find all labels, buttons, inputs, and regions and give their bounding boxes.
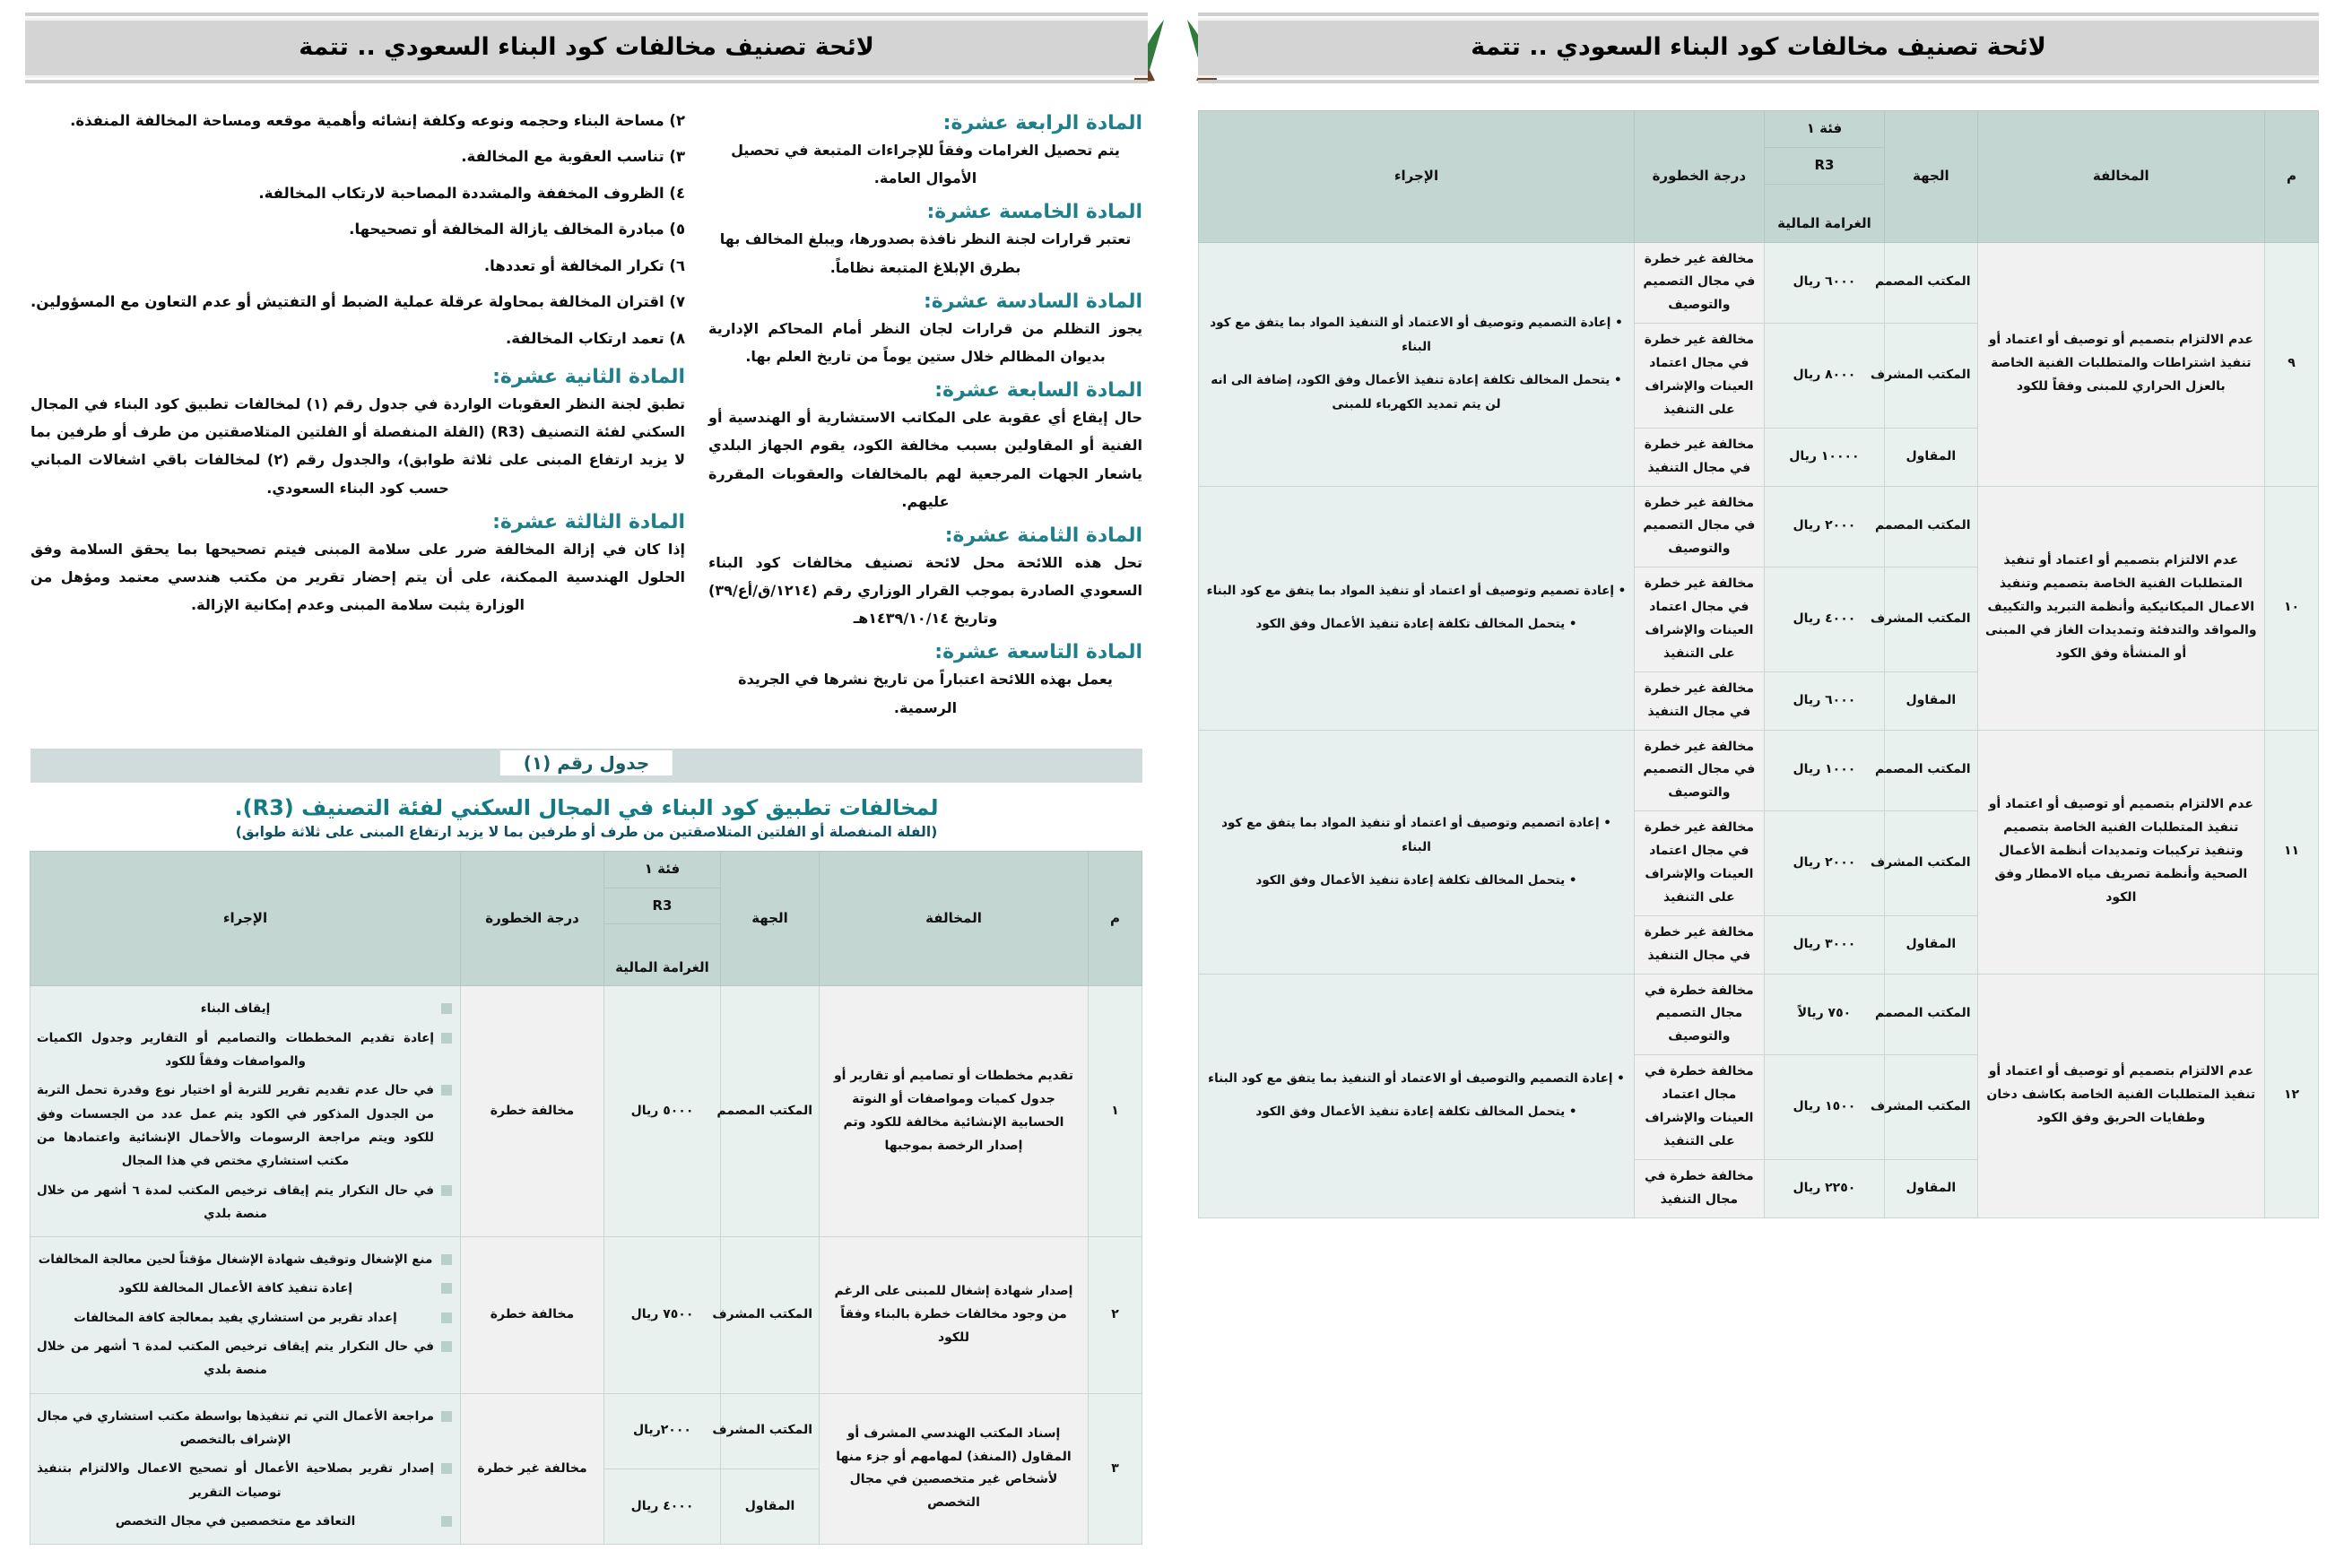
cell-fine: ٦٠٠٠ ريال [1764,671,1884,730]
article-block [708,112,1142,192]
article-heading: المادة التاسعة عشرة: [934,641,1142,664]
table-row [1199,730,2319,811]
action-item: مراجعة الأعمال التي تم تنفيذها بواسطة مكتب استشاري في مجال الإشراف بالتخصص [37,1405,454,1452]
column-articles-14-19 [708,103,1142,722]
article-columns-right [30,103,1142,722]
page-banner-left [1198,13,2319,83]
th-action: الإجراء [30,851,461,986]
cell-severity: مخالفة خطرة [461,1237,604,1394]
th-action: الإجراء [1199,111,1635,243]
cell-entity: المقاول [1885,428,1977,486]
action-item: • يتحمل المخالف تكلفة إعادة تنفيذ الأعمال وفق الكود [1205,1100,1628,1124]
table-number-band [30,749,1142,783]
cell-severity: مخالفة غير خطرة في مجال اعتماد العينات والإشراف على التنفيذ [1634,324,1764,429]
cell-entity: المكتب المصمم [1885,730,1977,811]
action-item: إيقاف البناء [37,997,454,1020]
article-body: يعمل بهذه اللائحة اعتباراً من تاريخ نشرها في الجريدة الرسمية. [738,671,1113,716]
action-item: • إعادة التصميم وتوصيف أو الاعتماد أو التنفيذ المواد بما يتفق مع كود البناء [1205,311,1628,360]
article-body: تطبق لجنة النظر العقوبات الواردة في جدول رقم (١) لمخالفات تطبيق كود البناء في المجال السكني لفئة التصنيف (R3) (الفلة المنفصلة أو الفلتين المتلاصقتين من طرف أو طرفين بما لا يزيد ارتفاع المبنى على ثلاثة طوابق)، والجدول رقم (٢) لمخالفات باقي اشغالات المباني حسب كود البناء السعودي. [30,394,686,497]
cell-action [1199,486,1635,730]
cell-entity: المكتب المصمم [1885,486,1977,567]
cell-fine: ٣٠٠٠ ريال [1764,915,1884,974]
action-item: التعاقد مع متخصصين في مجال التخصص [37,1510,454,1533]
th-fine-class: R3 [1764,147,1884,184]
cell-fine: ٢٠٠٠ ريال [1764,486,1884,567]
cell-severity: مخالفة خطرة في مجال التنفيذ [1634,1159,1764,1217]
article-body: يجوز التظلم من قرارات لجان النظر أمام المحاكم الإدارية بديوان المظالم خلال ستين يوماً من تاريخ العلم بها. [708,319,1142,365]
cell-fine: ٧٥٠٠ ريال [604,1237,721,1394]
action-list [37,1248,454,1382]
action-item: في حال عدم تقديم تقرير للتربة أو اختيار نوع وقدرة تحمل التربة من الجدول المذكور في الكود يتم عمل عدد من الجسسات وفق للكود ويتم مراجعة الرسومات والأحمال الإنشائية واعتمادها من مكتب استشاري مختص في هذا المجال [37,1079,454,1173]
action-item: • يتحمل المخالف تكلفة إعادة تنفيذ الأعمال وفق الكود [1205,869,1628,893]
cell-action [1199,730,1635,974]
cell-action [1199,974,1635,1217]
cell-violation: عدم الالتزام بتصميم أو توصيف أو اعتماد أو تنفيذ المتطلبات الفنية الخاصة بتصميم وتنفيذ تركيبات وتمديدات أنظمة الأعمال الصحية وأنظمة تصريف مياه الامطار وفق الكود [1977,730,2265,974]
cell-fine: ٢٠٠٠ريال [604,1393,721,1468]
th-violation: المخالفة [1977,111,2265,243]
article-heading: المادة الرابعة عشرة: [942,112,1142,134]
action-list [37,997,454,1226]
th-severity: درجة الخطورة [461,851,604,986]
cell-violation: عدم الالتزام بتصميم أو اعتماد أو تنفيذ المتطلبات الفنية الخاصة بتصميم وتنفيذ الاعمال الميكانيكية وأنظمة التبريد والتكييف والمواقد والتدفئة وتمديدات الغاز في المبنى أو المنشأة وفق الكود [1977,486,2265,730]
th-fine-amount: الغرامة المالية [604,924,721,986]
action-item: • إعادة تصميم وتوصيف أو اعتماد أو تنفيذ المواد بما يتفق مع كود البناء [1205,579,1628,603]
cell-fine: ٦٠٠٠ ريال [1764,242,1884,324]
numbered-item: ٣) تناسب العقوبة مع المخالفة. [461,148,686,166]
article-heading: المادة السابعة عشرة: [934,379,1142,403]
numbered-item: ٢) مساحة البناء وحجمه ونوعه وكلفة إنشائه وأهمية موقعه ومساحة المخالفة المنفذة. [70,112,686,129]
cell-severity: مخالفة غير خطرة في مجال اعتماد العينات والإشراف على التنفيذ [1634,811,1764,916]
th-entity: الجهة [721,851,820,986]
cell-fine: ١٠٠٠ ريال [1764,730,1884,811]
article-body: حال إيقاع أي عقوبة على المكاتب الاستشارية أو الهندسية أو الفنية أو المقاولين بسبب مخالفة الكود، يقوم الجهاز البلدي ياشعار الجهات المرجعية لهم بالمخالفات والعقوبات المقررة عليهم. [708,409,1142,510]
cell-severity: مخالفة خطرة في مجال التصميم والتوصيف [1634,974,1764,1055]
table-header-row [1199,111,2319,148]
cell-entity: المقاول [721,1468,820,1544]
action-item: • يتحمل المخالف تكلفة إعادة تنفيذ الأعمال وفق الكود [1205,612,1628,637]
banner-rule-bottom [1198,80,2319,83]
cell-action [30,1237,461,1394]
action-item: • يتحمل المخالف تكلفة إعادة تنفيذ الأعمال وفق الكود، إضافة الى انه لن يتم تمديد الكهرباء للمبنى [1205,368,1628,417]
violations-table-left [1198,110,2319,1218]
cell-entity: المقاول [1885,915,1977,974]
cell-severity: مخالفة غير خطرة في مجال التنفيذ [1634,428,1764,486]
cell-severity: مخالفة خطرة [461,986,604,1237]
article-body: يتم تحصيل الغرامات وفقاً للإجراءات المتبعة في تحصيل الأموال العامة. [731,142,1120,187]
action-item: إعادة تقديم المخططات والتصاميم أو التقارير وجدول الكميات والمواصفات وفقاً للكود [37,1027,454,1074]
cell-entity: المكتب المصمم [1885,974,1977,1055]
action-item: • إعادة التصميم والتوصيف أو الاعتماد أو التنفيذ بما يتفق مع كود البناء [1205,1067,1628,1091]
cell-entity: المكتب المشرف [1885,567,1977,672]
article-body: تحل هذه اللائحة محل لائحة تصنيف مخالفات كود البناء السعودي الصادرة بموجب القرار الوزاري رقم (١٢١٤/ق/أع/٣٩) وتاريخ ١٤٣٩/١٠/١٤هـ [708,553,1142,628]
cell-entity: المكتب المصمم [721,986,820,1237]
cell-violation: عدم الالتزام بتصميم أو توصيف أو اعتماد أو تنفيذ اشتراطات والمتطلبات الفنية الخاصة بالعزل الحراري للمبنى وفقاً للكود [1977,242,2265,486]
cell-entity: المكتب المشرف [1885,811,1977,916]
numbered-item: ٨) تعمد ارتكاب المخالفة. [506,329,686,347]
cell-action [1199,242,1635,486]
table-row [1199,486,2319,567]
cell-fine: ٢٢٥٠ ريال [1764,1159,1884,1217]
cell-entity: المقاول [1885,671,1977,730]
table-subtitle-right: (الفلة المنفصلة أو الفلتين المتلاصقتين من طرف أو طرفين بما لا يزيد ارتفاع المبنى على ثلاثة طوابق) [235,823,938,840]
cell-severity: مخالفة غير خطرة [461,1393,604,1545]
action-item: منع الإشغال وتوقيف شهادة الإشغال مؤقتاً لحين معالجة المخالفات [37,1248,454,1271]
table-number-label: جدول رقم (١) [500,750,673,775]
article-heading: المادة الثانية عشرة: [492,365,686,388]
cell-violation: إصدار شهادة إشغال للمبنى على الرغم من وجود مخالفات خطرة بالبناء وفقاً للكود [820,1237,1089,1394]
table-title-right: لمخالفات تطبيق كود البناء في المجال السكني لفئة التصنيف (R3). [234,794,939,820]
numbered-item: ٧) اقتران المخالفة بمحاولة عرقلة عملية الضبط أو التفتيش أو عدم التعاون مع المسؤولين. [30,293,686,311]
action-item: في حال التكرار يتم إيقاف ترخيص المكتب لمدة ٦ أشهر من خلال منصة بلدي [37,1179,454,1226]
th-severity: درجة الخطورة [1634,111,1764,243]
action-item: إعادة تنفيذ كافة الأعمال المخالفة للكود [37,1277,454,1300]
th-violation: المخالفة [820,851,1089,986]
cell-fine: ١٥٠٠ ريال [1764,1055,1884,1160]
cell-m: ١٠ [2265,486,2319,730]
article-block [30,366,685,502]
article-block [708,379,1142,515]
cell-fine: ٥٠٠٠ ريال [604,986,721,1237]
banner-rule-top [1198,13,2319,16]
cell-severity: مخالفة غير خطرة في مجال التصميم والتوصيف [1634,242,1764,324]
cell-m: ١١ [2265,730,2319,974]
cell-action [30,986,461,1237]
article-block [708,201,1142,281]
table-row [1199,974,2319,1055]
cell-violation: تقديم مخططات أو تصاميم أو تقارير أو جدول كميات ومواصفات أو النوتة الحسابية الإنشائية مخالفة للكود وتم إصدار الرخصة بموجبها [820,986,1089,1237]
cell-m: ٢ [1089,1237,1142,1394]
th-fine-class: R3 [604,888,721,924]
cell-violation: إسناد المكتب الهندسي المشرف أو المقاول (المنفذ) لمهامهم أو جزء منها لأشخاص غير متخصصين في مجال التخصص [820,1393,1089,1545]
cell-fine: ٢٠٠٠ ريال [1764,811,1884,916]
article-block [708,524,1142,633]
th-entity: الجهة [1885,111,1977,243]
article-block [708,641,1142,721]
action-item: إصدار تقرير بصلاحية الأعمال أو تصحيح الاعمال والالتزام بتنفيذ توصيات التقرير [37,1457,454,1504]
cell-severity: مخالفة غير خطرة في مجال التنفيذ [1634,915,1764,974]
article-heading: المادة الثالثة عشرة: [492,510,686,533]
cell-m: ١٢ [2265,974,2319,1217]
cell-severity: مخالفة خطرة في مجال اعتماد العينات والإشراف على التنفيذ [1634,1055,1764,1160]
banner-rule-bottom [25,80,1148,83]
cell-severity: مخالفة غير خطرة في مجال اعتماد العينات والإشراف على التنفيذ [1634,567,1764,672]
cell-action [30,1393,461,1545]
action-item: في حال التكرار يتم إيقاف ترخيص المكتب لمدة ٦ أشهر من خلال منصة بلدي [37,1335,454,1382]
action-item: • إعادة اتصميم وتوصيف أو اعتماد أو تنفيذ المواد بما يتفق مع كود البناء [1205,811,1628,860]
page-banner-right [25,13,1148,83]
action-item: إعداد تقرير من استشاري يفيد بمعالجة كافة المخالفات [37,1306,454,1330]
banner-title-right: لائحة تصنيف مخالفات كود البناء السعودي .. تتمة [25,18,1148,78]
action-list [1205,811,1628,893]
action-list [1205,579,1628,637]
numbered-item: ٤) الظروف المخففة والمشددة المصاحبة لارتكاب المخالفة. [258,184,686,202]
th-m: م [1089,851,1142,986]
table-header-row [30,851,1142,888]
numbered-item: ٥) مبادرة المخالف يازالة المخالفة أو تصحيحها. [349,221,686,238]
cell-fine: ٤٠٠٠ ريال [1764,567,1884,672]
th-fine-category: فئة ١ [1764,111,1884,148]
table-row [1199,242,2319,324]
article-body: إذا كان في إزالة المخالفة ضرر على سلامة المبنى فيتم تصحيحها بما يحقق السلامة وفق الحلول الهندسية الممكنة، على أن يتم إحضار تقرير من مكتب هندسي معتمد ومؤهل من الوزارة يثبت سلامة المبنى وعدم إمكانية الإزالة. [30,540,686,614]
cell-entity: المقاول [1885,1159,1977,1217]
table-row [30,1393,1142,1468]
article-body: تعتبر قرارات لجنة النظر نافذة بصدورها، ويبلغ المخالف بها بطرق الإبلاغ المتبعة نظاماً. [719,230,1132,276]
cell-severity: مخالفة غير خطرة في مجال التصميم والتوصيف [1634,730,1764,811]
action-list [37,1405,454,1534]
article-block [708,290,1142,370]
cell-m: ١ [1089,986,1142,1237]
cell-fine: ٧٥٠ ريالاً [1764,974,1884,1055]
cell-fine: ٤٠٠٠ ريال [604,1468,721,1544]
numbered-item: ٦) تكرار المخالفة أو تعددها. [483,256,686,274]
cell-m: ٩ [2265,242,2319,486]
cell-entity: المكتب المشرف [721,1237,820,1394]
cell-fine: ١٠٠٠٠ ريال [1764,428,1884,486]
column-numbered-and-articles-12-13 [30,103,685,722]
violations-table-right [30,851,1142,1545]
th-fine-category: فئة ١ [604,851,721,888]
cell-violation: عدم الالتزام بتصميم أو توصيف أو اعتماد أو تنفيذ المتطلبات الفنية الخاصة بكاشف دخان وطفايات الحريق وفق الكود [1977,974,2265,1217]
cell-entity: المكتب المشرف [1885,324,1977,429]
table-row [30,1237,1142,1394]
banner-rule-top [25,13,1148,16]
th-fine-amount: الغرامة المالية [1764,184,1884,242]
cell-severity: مخالفة غير خطرة في مجال التنفيذ [1634,671,1764,730]
cell-entity: المكتب المشرف [1885,1055,1977,1160]
cell-m: ٣ [1089,1393,1142,1545]
page-left [1173,0,2344,1568]
table-row [30,986,1142,1237]
cell-entity: المكتب المشرف [721,1393,820,1468]
cell-fine: ٨٠٠٠ ريال [1764,324,1884,429]
article-heading: المادة الثامنة عشرة: [944,524,1142,547]
article-heading: المادة الخامسة عشرة: [926,201,1142,224]
banner-title-left: لائحة تصنيف مخالفات كود البناء السعودي .. تتمة [1198,18,2319,78]
cell-entity: المكتب المصمم [1885,242,1977,324]
th-m: م [2265,111,2319,243]
action-list [1205,1067,1628,1124]
article-block [30,511,685,619]
article-heading: المادة السادسة عشرة: [923,290,1142,313]
cell-severity: مخالفة غير خطرة في مجال التصميم والتوصيف [1634,486,1764,567]
action-list [1205,311,1628,417]
